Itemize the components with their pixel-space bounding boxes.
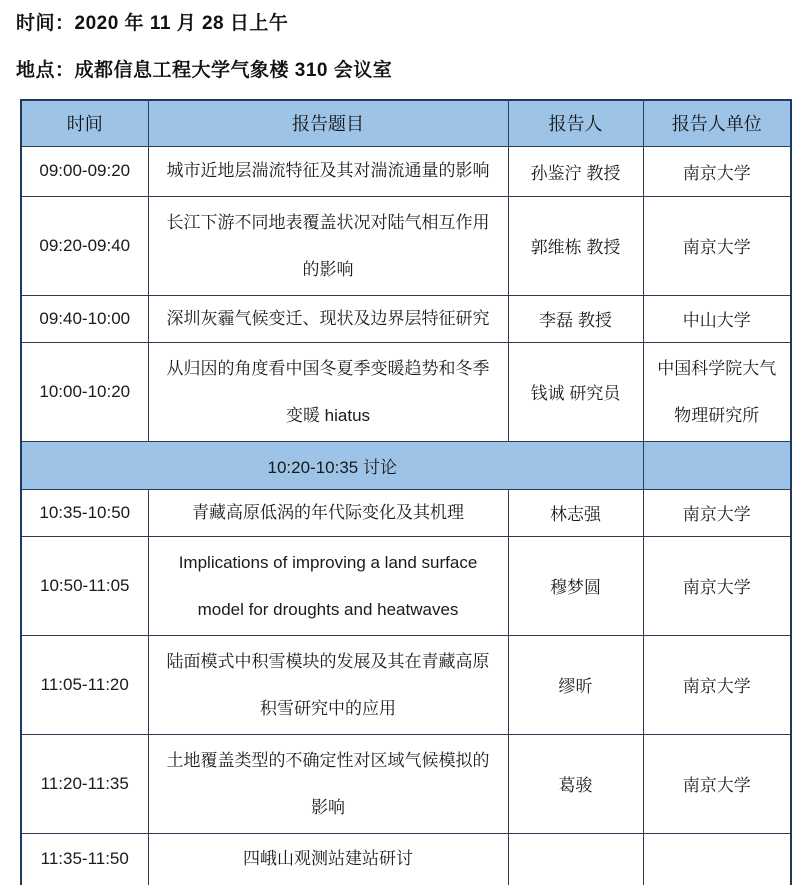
title-cell: Implications of improving a land surface model for droughts and heatwaves: [148, 536, 508, 635]
table-row: [21, 489, 791, 536]
presenter-cell: 葛骏: [508, 734, 643, 833]
table-row: [21, 833, 791, 885]
title-cell: 城市近地层湍流特征及其对湍流通量的影响: [148, 146, 508, 196]
affiliation-cell: 南京大学: [643, 489, 791, 536]
table-row: [21, 196, 791, 295]
affiliation-cell: 南京大学: [643, 196, 791, 295]
time-cell: 09:20-09:40: [21, 196, 148, 295]
presenter-cell: [508, 833, 643, 885]
time-cell: 09:00-09:20: [21, 146, 148, 196]
affiliation-cell: 中山大学: [643, 295, 791, 342]
table-row: [21, 635, 791, 734]
presenter-cell: 穆梦圆: [508, 536, 643, 635]
meeting-meta: [0, 0, 806, 83]
affiliation-cell: 中国科学院大气 物理研究所: [643, 342, 791, 441]
table-row: [21, 734, 791, 833]
affiliation-cell: [643, 833, 791, 885]
table-row: [21, 342, 791, 441]
title-cell: 四峨山观测站建站研讨: [148, 833, 508, 885]
title-cell: 从归因的角度看中国冬夏季变暖趋势和冬季 变暖 hiatus: [148, 342, 508, 441]
table-row: [21, 146, 791, 196]
title-cell: 深圳灰霾气候变迁、现状及边界层特征研究: [148, 295, 508, 342]
title-cell: 陆面模式中积雪模块的发展及其在青藏高原 积雪研究中的应用: [148, 635, 508, 734]
presenter-cell: 李磊 教授: [508, 295, 643, 342]
header-title: 报告题目: [148, 100, 508, 146]
time-cell: 09:40-10:00: [21, 295, 148, 342]
affiliation-cell: 南京大学: [643, 734, 791, 833]
time-cell: 10:00-10:20: [21, 342, 148, 441]
meeting-time-label: 时间：2020 年 11 月 28 日上午: [16, 13, 289, 34]
meeting-location-label: 地点：成都信息工程大学气象楼 310 会议室: [16, 60, 393, 81]
presenter-cell: 郭维栋 教授: [508, 196, 643, 295]
affiliation-cell: 南京大学: [643, 146, 791, 196]
time-cell: 10:50-11:05: [21, 536, 148, 635]
presenter-cell: 林志强: [508, 489, 643, 536]
table-row: [21, 295, 791, 342]
table-header-row: [21, 100, 791, 146]
title-cell: 长江下游不同地表覆盖状况对陆气相互作用 的影响: [148, 196, 508, 295]
affiliation-cell: 南京大学: [643, 536, 791, 635]
time-cell: 11:35-11:50: [21, 833, 148, 885]
time-cell: 10:35-10:50: [21, 489, 148, 536]
time-cell: 11:20-11:35: [21, 734, 148, 833]
table-row: [21, 536, 791, 635]
title-cell: 土地覆盖类型的不确定性对区域气候模拟的 影响: [148, 734, 508, 833]
discussion-label-cell: 10:20-10:35 讨论: [21, 441, 643, 489]
schedule-table: [20, 99, 792, 885]
presenter-cell: 孙鉴泞 教授: [508, 146, 643, 196]
discussion-empty-cell: [643, 441, 791, 489]
header-affiliation: 报告人单位: [643, 100, 791, 146]
title-cell: 青藏高原低涡的年代际变化及其机理: [148, 489, 508, 536]
header-presenter: 报告人: [508, 100, 643, 146]
presenter-cell: 钱诚 研究员: [508, 342, 643, 441]
discussion-row: [21, 441, 791, 489]
time-cell: 11:05-11:20: [21, 635, 148, 734]
header-time: 时间: [21, 100, 148, 146]
affiliation-cell: 南京大学: [643, 635, 791, 734]
presenter-cell: 缪昕: [508, 635, 643, 734]
